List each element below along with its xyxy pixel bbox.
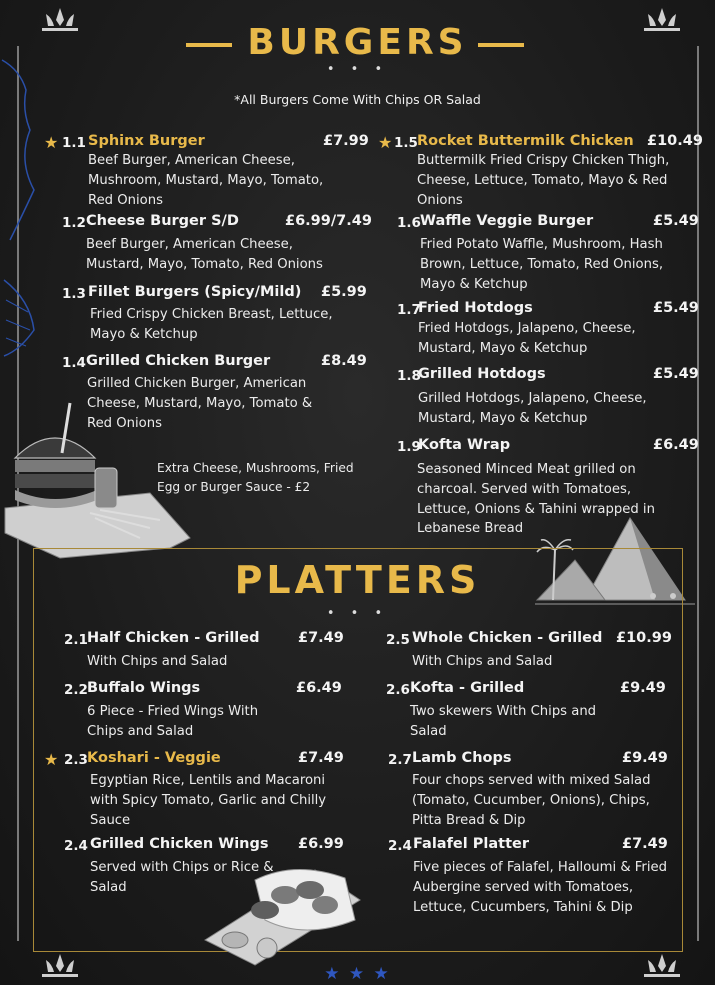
platters-heading: PLATTERS (234, 558, 481, 602)
item-description: With Chips and Salad (412, 654, 553, 669)
item-number: 1.7 (397, 302, 421, 318)
platters-dots: • • • (326, 606, 389, 621)
item-price: £5.49 (653, 300, 699, 316)
burgers-note: *All Burgers Come With Chips OR Salad (234, 92, 481, 107)
item-number: 2.5 (386, 632, 410, 648)
item-number: 2.4 (388, 838, 412, 854)
item-number: 1.1 (62, 135, 86, 151)
item-number: 1.6 (397, 215, 421, 231)
item-price: £5.49 (653, 213, 699, 229)
item-price: £9.49 (622, 750, 668, 766)
item-name: Lamb Chops (412, 750, 512, 766)
item-description: Fried Hotdogs, Jalapeno, Cheese, Mustard, Mayo & Ketchup (418, 321, 636, 356)
item-number: 2.1 (64, 632, 88, 648)
item-name: Buffalo Wings (87, 680, 201, 696)
footer-stars: ★ ★ ★ (324, 964, 391, 984)
item-description: Buttermilk Fried Crispy Chicken Thigh, Cheese, Lettuce, Tomato, Mayo & Red Onions (417, 153, 670, 208)
item-price: £6.49 (653, 437, 699, 453)
item-description: Egyptian Rice, Lentils and Macaroni with Spicy Tomato, Garlic and Chilly Sauce (90, 773, 327, 828)
item-number: 2.3 (64, 752, 88, 768)
item-name: Cheese Burger S/D (86, 213, 239, 229)
item-description: Two skewers With Chips and Salad (410, 704, 597, 739)
item-description: 6 Piece - Fried Wings With Chips and Salad (87, 704, 259, 739)
burgers-heading: BURGERS (247, 22, 468, 63)
item-description: Four chops served with mixed Salad (Tomato, Cucumber, Onions), Chips, Pitta Bread & Dip (412, 773, 651, 828)
item-description: Fried Potato Waffle, Mushroom, Hash Brown, Lettuce, Tomato, Red Onions, Mayo & Ketchup (420, 237, 664, 292)
item-name: Falafel Platter (413, 836, 529, 852)
item-name: Rocket Buttermilk Chicken (417, 133, 634, 149)
item-price: £8.49 (321, 353, 367, 369)
item-price: £7.49 (622, 836, 668, 852)
item-price: £6.99 (298, 836, 344, 852)
item-price: £6.49 (296, 680, 342, 696)
item-description: Grilled Hotdogs, Jalapeno, Cheese, Mustard, Mayo & Ketchup (418, 391, 647, 426)
item-number: 2.2 (64, 682, 88, 698)
frame-right-line (697, 46, 699, 941)
item-name: Koshari - Veggie (87, 750, 221, 766)
item-name: Kofta Wrap (418, 437, 511, 453)
item-description: Beef Burger, American Cheese, Mustard, Mayo, Tomato, Red Onions (86, 237, 323, 272)
item-name: Fried Hotdogs (418, 300, 533, 316)
item-number: 1.9 (397, 439, 421, 455)
item-name: Grilled Chicken Burger (86, 353, 271, 369)
star-icon: ★ (44, 750, 59, 769)
item-price: £10.49 (647, 133, 703, 149)
item-number: 1.3 (62, 286, 86, 302)
item-description: Beef Burger, American Cheese, Mushroom, Mustard, Mayo, Tomato, Red Onions (88, 153, 324, 208)
item-description: Served with Chips or Rice & Salad (90, 860, 274, 895)
item-name: Half Chicken - Grilled (87, 630, 260, 646)
item-price: £7.99 (323, 133, 369, 149)
item-description: Fried Crispy Chicken Breast, Lettuce, Mayo & Ketchup (90, 307, 333, 342)
item-price: £5.99 (321, 284, 367, 300)
item-price: £6.99/7.49 (285, 213, 372, 229)
item-number: 2.4 (64, 838, 88, 854)
item-name: Kofta - Grilled (410, 680, 525, 696)
extras-note: Extra Cheese, Mushrooms, Fried Egg or Burger Sauce - £2 (157, 461, 354, 494)
burgers-dots: • • • (326, 62, 389, 77)
item-description: With Chips and Salad (87, 654, 228, 669)
item-number: 1.2 (62, 215, 86, 231)
item-number: 1.5 (394, 135, 418, 151)
chicken-wings-plate-illustration-icon (195, 860, 365, 968)
item-description: Grilled Chicken Burger, American Cheese, Mustard, Mayo, Tomato & Red Onions (87, 376, 313, 431)
item-description: Five pieces of Falafel, Halloumi & Fried Aubergine served with Tomatoes, Lettuce, Cucumbers, Tahini & Dip (413, 860, 668, 915)
item-name: Whole Chicken - Grilled (412, 630, 603, 646)
item-name: Grilled Hotdogs (418, 366, 546, 382)
item-price: £7.49 (298, 750, 344, 766)
item-number: 1.8 (397, 368, 421, 384)
item-description: Seasoned Minced Meat grilled on charcoal. Served with Tomatoes, Lettuce, Onions & Tahini wrapped in Lebanese Bread (417, 462, 655, 537)
star-icon: ★ (378, 133, 393, 152)
item-price: £7.49 (298, 630, 344, 646)
item-price: £5.49 (653, 366, 699, 382)
item-price: £9.49 (620, 680, 666, 696)
item-name: Waffle Veggie Burger (420, 213, 594, 229)
item-price: £10.99 (616, 630, 672, 646)
item-name: Grilled Chicken Wings (90, 836, 269, 852)
item-name: Sphinx Burger (88, 133, 205, 149)
item-name: Fillet Burgers (Spicy/Mild) (88, 284, 302, 300)
item-number: 2.7 (388, 752, 412, 768)
star-icon: ★ (44, 133, 59, 152)
item-number: 1.4 (62, 355, 86, 371)
item-number: 2.6 (386, 682, 410, 698)
